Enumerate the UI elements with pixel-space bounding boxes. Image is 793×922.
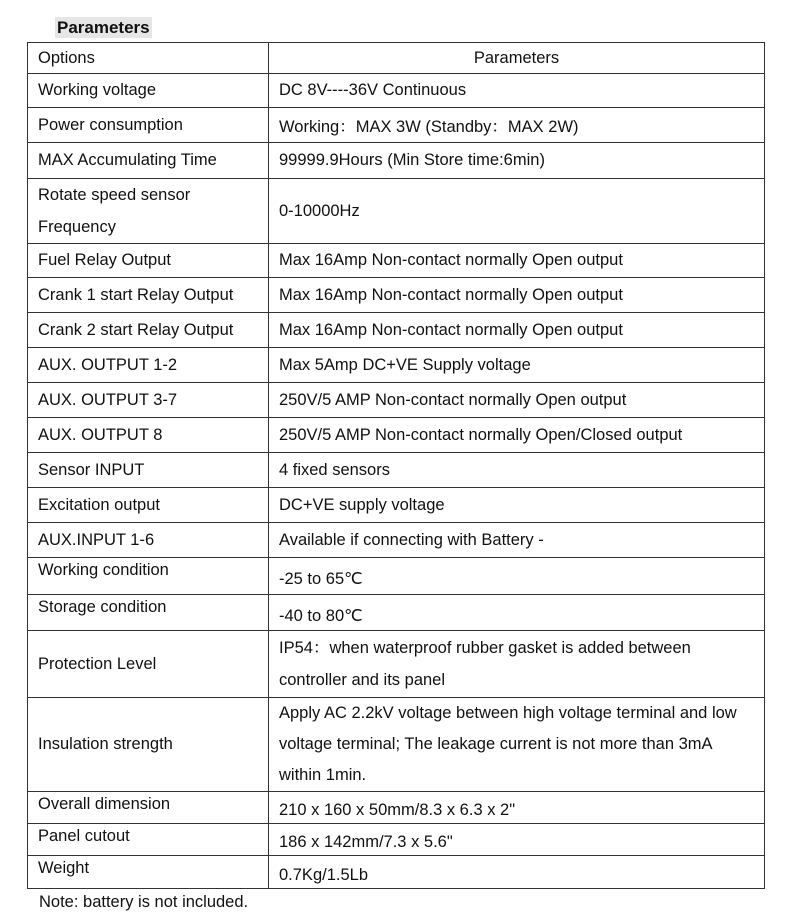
value-cell: IP54：when waterproof rubber gasket is added between controller and its panel bbox=[269, 631, 765, 698]
table-row bbox=[28, 856, 765, 889]
table-row bbox=[28, 558, 765, 595]
option-cell: Protection Level bbox=[28, 631, 269, 698]
value-cell: Apply AC 2.2kV voltage between high voltage terminal and low voltage terminal; The leakage current is not more than 3mA within 1min. bbox=[269, 698, 765, 792]
option-cell: Storage condition bbox=[28, 595, 269, 631]
table-row bbox=[28, 278, 765, 313]
value-cell: 0-10000Hz bbox=[269, 179, 765, 244]
table-row bbox=[28, 453, 765, 488]
option-cell: Working voltage bbox=[28, 74, 269, 108]
value-cell: 186 x 142mm/7.3 x 5.6" bbox=[269, 824, 765, 856]
table-row bbox=[28, 179, 765, 244]
footnote: Note: battery is not included. bbox=[39, 893, 249, 911]
value-cell: Max 16Amp Non-contact normally Open output bbox=[269, 278, 765, 313]
table-row bbox=[28, 143, 765, 179]
table-row bbox=[28, 348, 765, 383]
value-cell: 250V/5 AMP Non-contact normally Open/Closed output bbox=[269, 418, 765, 453]
table-row bbox=[28, 418, 765, 453]
table-row bbox=[28, 824, 765, 856]
value-cell: DC+VE supply voltage bbox=[269, 488, 765, 523]
value-cell: Max 5Amp DC+VE Supply voltage bbox=[269, 348, 765, 383]
option-cell: Power consumption bbox=[28, 108, 269, 143]
table-row bbox=[28, 595, 765, 631]
value-cell: Working：MAX 3W (Standby：MAX 2W) bbox=[269, 108, 765, 143]
table-row bbox=[28, 792, 765, 824]
table-row bbox=[28, 74, 765, 108]
table-row bbox=[28, 244, 765, 278]
option-cell: Overall dimension bbox=[28, 792, 269, 824]
value-cell: 210 x 160 x 50mm/8.3 x 6.3 x 2" bbox=[269, 792, 765, 824]
option-cell: Crank 1 start Relay Output bbox=[28, 278, 269, 313]
table-row bbox=[28, 488, 765, 523]
value-cell: 250V/5 AMP Non-contact normally Open output bbox=[269, 383, 765, 418]
table-row bbox=[28, 108, 765, 143]
option-cell: Fuel Relay Output bbox=[28, 244, 269, 278]
option-cell: AUX. OUTPUT 8 bbox=[28, 418, 269, 453]
table-row bbox=[28, 523, 765, 558]
value-cell: DC 8V----36V Continuous bbox=[269, 74, 765, 108]
option-cell: Weight bbox=[28, 856, 269, 889]
option-cell: Working condition bbox=[28, 558, 269, 595]
option-cell: AUX. OUTPUT 3-7 bbox=[28, 383, 269, 418]
option-cell: AUX.INPUT 1-6 bbox=[28, 523, 269, 558]
option-cell: Rotate speed sensor Frequency bbox=[28, 179, 269, 244]
table-row bbox=[28, 698, 765, 792]
table-row bbox=[28, 383, 765, 418]
value-cell: Max 16Amp Non-contact normally Open output bbox=[269, 313, 765, 348]
header-parameters: Parameters bbox=[269, 43, 765, 74]
table-row bbox=[28, 631, 765, 698]
value-cell: 0.7Kg/1.5Lb bbox=[269, 856, 765, 889]
value-cell: 4 fixed sensors bbox=[269, 453, 765, 488]
option-cell: Excitation output bbox=[28, 488, 269, 523]
option-cell: Panel cutout bbox=[28, 824, 269, 856]
option-cell: Insulation strength bbox=[28, 698, 269, 792]
value-cell: Max 16Amp Non-contact normally Open output bbox=[269, 244, 765, 278]
header-options: Options bbox=[28, 43, 269, 74]
option-cell: AUX. OUTPUT 1-2 bbox=[28, 348, 269, 383]
value-cell: -40 to 80℃ bbox=[269, 595, 765, 631]
value-cell: Available if connecting with Battery - bbox=[269, 523, 765, 558]
option-cell: Sensor INPUT bbox=[28, 453, 269, 488]
section-title: Parameters bbox=[57, 18, 150, 37]
option-cell: Crank 2 start Relay Output bbox=[28, 313, 269, 348]
table-header-row bbox=[28, 43, 765, 74]
parameters-table bbox=[27, 42, 765, 889]
table-row bbox=[28, 313, 765, 348]
value-cell: -25 to 65℃ bbox=[269, 558, 765, 595]
value-cell: 99999.9Hours (Min Store time:6min) bbox=[269, 143, 765, 179]
option-cell: MAX Accumulating Time bbox=[28, 143, 269, 179]
